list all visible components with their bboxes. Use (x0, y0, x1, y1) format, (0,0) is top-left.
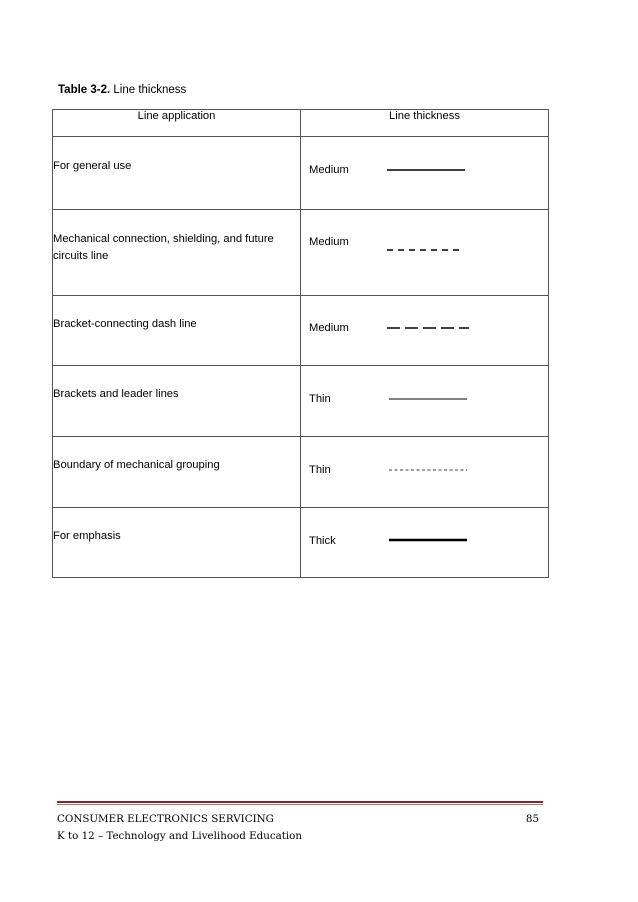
solid-medium-line-sample (301, 137, 549, 210)
footer-rule (57, 801, 543, 805)
table-row (53, 366, 549, 437)
table-row (53, 137, 549, 210)
page-number: 85 (525, 813, 539, 825)
footer-program-title: K to 12 – Technology and Livelihood Education (57, 830, 303, 842)
thickness-cell (301, 437, 549, 508)
application-text: For emphasis (53, 530, 121, 542)
long-dash-medium-line-sample (301, 296, 549, 366)
table-row (53, 296, 549, 366)
table-row (53, 437, 549, 508)
dashed-medium-line-sample (301, 210, 549, 296)
header-line-application: Line application (53, 110, 301, 137)
page-footer (57, 811, 543, 845)
solid-thick-line-sample (301, 508, 549, 578)
thickness-cell (301, 296, 549, 366)
thickness-cell (301, 137, 549, 210)
application-text: Brackets and leader lines (53, 388, 179, 400)
application-text-line-2: circuits line (53, 250, 109, 262)
application-cell (53, 366, 301, 437)
thickness-label: Medium (309, 164, 349, 176)
application-cell (53, 296, 301, 366)
thickness-label: Medium (309, 322, 349, 334)
thickness-cell (301, 366, 549, 437)
application-cell (53, 210, 301, 296)
application-cell (53, 508, 301, 578)
table-caption-label: Table 3-2. (58, 84, 111, 96)
dashed-thin-line-sample (301, 437, 549, 508)
thickness-cell (301, 508, 549, 578)
thickness-label: Medium (309, 236, 349, 248)
table-caption-text: Line thickness (113, 84, 187, 96)
solid-thin-line-sample (301, 366, 549, 437)
application-text: For general use (53, 160, 132, 172)
line-thickness-table (52, 109, 549, 578)
application-text: Bracket-connecting dash line (53, 318, 197, 330)
application-text-line-1: Mechanical connection, shielding, and future (53, 233, 274, 245)
application-cell (53, 437, 301, 508)
table-row (53, 210, 549, 296)
application-cell (53, 137, 301, 210)
header-line-thickness: Line thickness (301, 110, 549, 137)
application-text: Boundary of mechanical grouping (53, 459, 220, 471)
table-header-row (53, 110, 549, 137)
thickness-cell (301, 210, 549, 296)
thickness-label: Thin (309, 464, 331, 476)
footer-course-title: CONSUMER ELECTRONICS SERVICING (57, 813, 274, 825)
thickness-label: Thin (309, 393, 331, 405)
table-row (53, 508, 549, 578)
table-caption (58, 84, 186, 96)
thickness-label: Thick (309, 535, 336, 547)
